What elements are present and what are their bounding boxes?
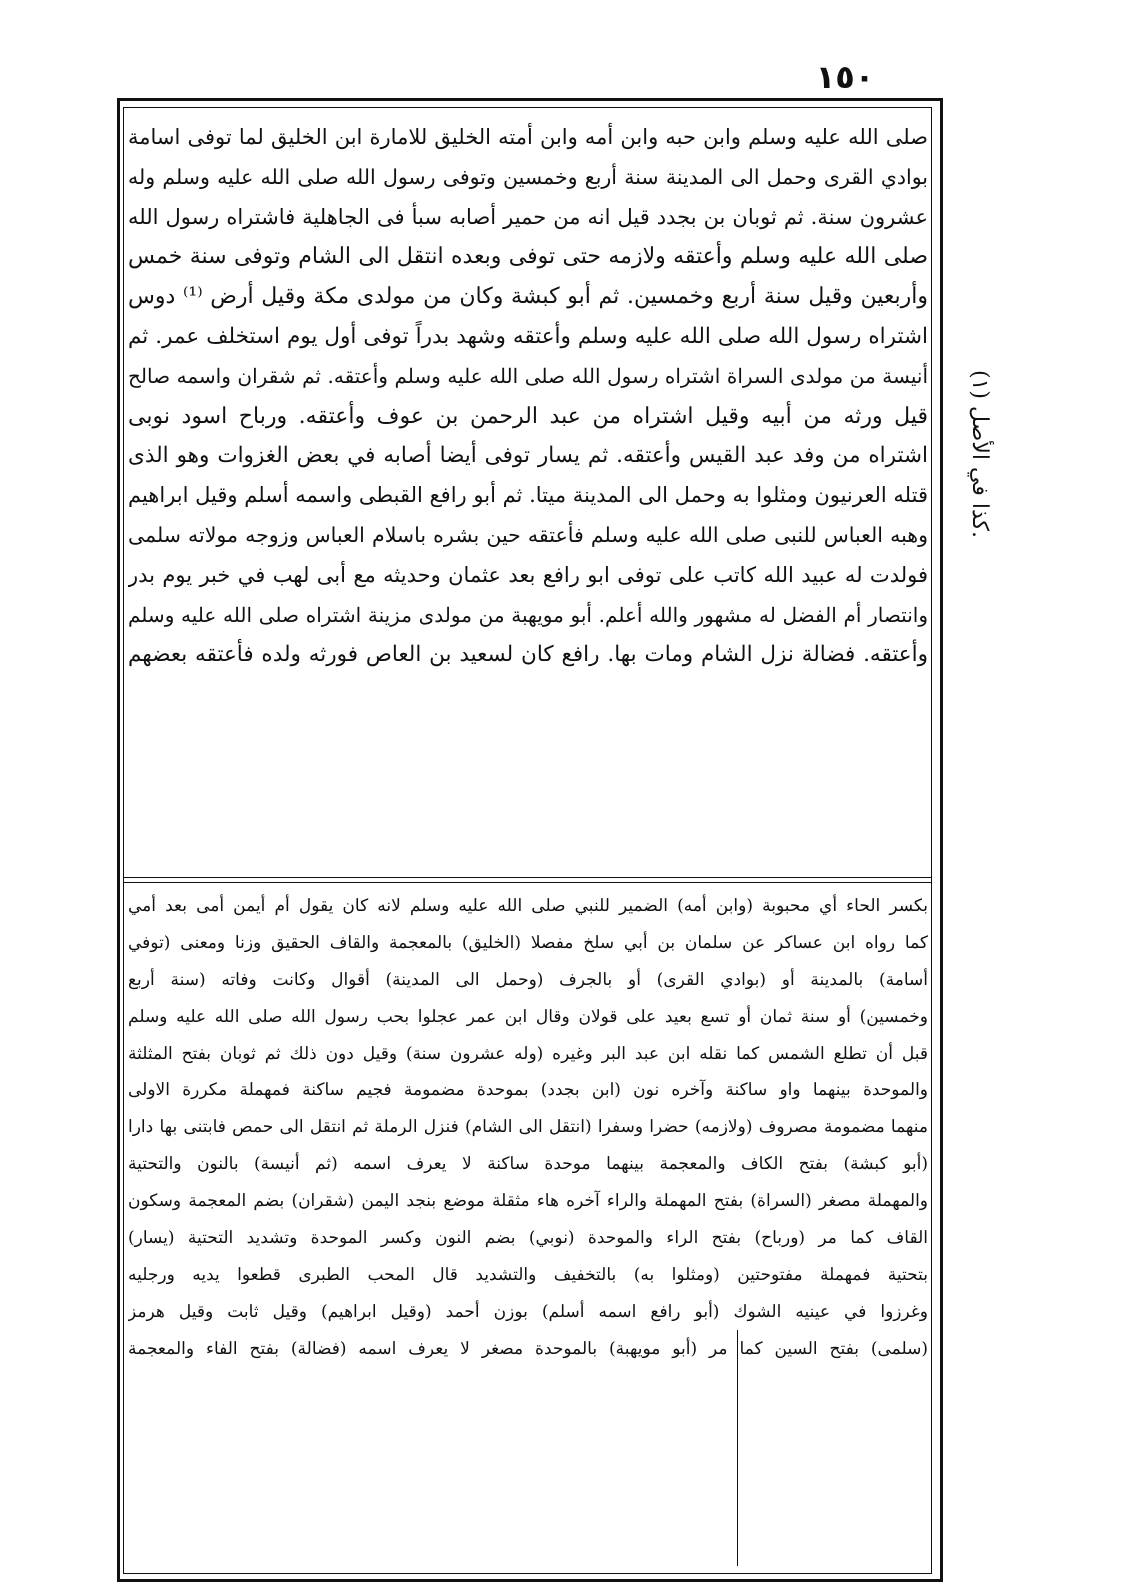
- margin-note: (١) كذا في الأصل.: [967, 370, 992, 538]
- commentary-line: كما رواه ابن عساكر عن سلمان بن أبي سلخ مفصلا (الخليق) بالمعجمة والقاف الحقيق وزنا ومعنى (توفي: [128, 932, 928, 953]
- commentary-line: أسامة) بالمدينة أو (بوادي القرى) أو بالجرف (وحمل الى المدينة) أقوال وكانت وفاته (سنة أربع: [128, 969, 928, 990]
- main-line: عشرون سنة. ثم ثوبان بن بجدد قيل انه من حمير أصابه سبأ فى الجاهلية فاشتراه رسول الله: [128, 204, 928, 229]
- separator-rule: [123, 877, 932, 878]
- main-line: بوادي القرى وحمل الى المدينة سنة أربع وخمسين وتوفى رسول الله صلى الله عليه وسلم وله: [128, 164, 928, 189]
- main-line: اشتراه رسول الله صلى الله عليه وسلم وأعتقه وشهد بدراً توفى أول يوم استخلف عمر. ثم: [128, 323, 928, 349]
- commentary-line: القاف كما مر (ورباح) بفتح الراء والموحدة (نوبي) بضم النون وكسر الموحدة وتشديد التحتية (يسار): [128, 1228, 928, 1249]
- main-line: وأربعين وقيل سنة أربع وخمسين. ثم أبو كبشة وكان من مولدى مكة وقيل أرض ⁽¹⁾ دوس: [128, 284, 928, 310]
- main-line: صلى الله عليه وسلم وأعتقه ولازمه حتى توفى وبعده انتقل الى الشام وتوفى سنة خمس: [128, 244, 928, 270]
- main-line: فولدت له عبيد الله كاتب على توفى ابو رافع بعد عثمان وحديثه مع أبى لهب في خبر يوم بدر: [128, 562, 928, 587]
- commentary-line: (سلمى) بفتح السين كما مر (أبو مويهبة) بالموحدة مصغر لا يعرف اسمه (فضالة) بفتح الفاء والمعجمة: [128, 1338, 928, 1359]
- main-line: أنيسة من مولدى السراة اشتراه رسول الله صلى الله عليه وسلم وأعتقه. ثم شقران واسمه صالح: [128, 363, 928, 388]
- commentary-line: قبل أن تطلع الشمس كما نقله ابن عبد البر وغيره (وله عشرون سنة) وقيل دون ذلك ثم ثوبان بفتح المثلثة: [128, 1043, 928, 1064]
- main-line: وهبه العباس للنبى صلى الله عليه وسلم فأعتقه حين بشره باسلام العباس وزوجه مولاته سلمى: [128, 522, 928, 547]
- commentary-line: والموحدة بينهما واو ساكنة وآخره نون (ابن بجدد) بموحدة مضمومة فجيم ساكنة فمهملة مكررة الاولى: [128, 1080, 928, 1101]
- commentary-text: [128, 888, 928, 1568]
- commentary-line: منهما مضمومة مصروف (ولازمه) حضرا وسفرا (انتقل الى الشام) فنزل الرملة ثم انتقل الى حمص فابتنى بها دارا: [128, 1117, 928, 1138]
- main-line: قتله العرنيون ومثلوا به وحمل الى المدينة ميتا. ثم أبو رافع القبطى واسمه أسلم وقيل ابراهيم: [128, 483, 928, 508]
- main-line: اشتراه من وفد عبد القيس وأعتقه. ثم يسار توفى أيضا أصابه في بعض الغزوات وهو الذى: [128, 443, 928, 469]
- main-line: قيل ورثه من أبيه وقيل اشتراه من عبد الرحمن بن عوف وأعتقه. ورباح اسود نوبى: [128, 403, 928, 429]
- page-number: ١٥٠: [815, 58, 875, 96]
- commentary-line: بتحتية فمهملة مفتوحتين (ومثلوا به) بالتخفيف والتشديد قال المحب الطبرى قطعوا يديه ورجليه: [128, 1264, 928, 1285]
- main-text: [128, 118, 928, 875]
- commentary-line: وغرزوا في عينيه الشوك (أبو رافع اسمه أسلم) بوزن أحمد (وقيل ابراهيم) وقيل ثابت وقيل هرمز: [128, 1301, 928, 1322]
- commentary-line: (أبو كبشة) بفتح الكاف والمعجمة بينهما موحدة ساكنة لا يعرف اسمه (ثم أنيسة) بالنون والتحتية: [128, 1154, 928, 1175]
- commentary-column-divider: [737, 1330, 738, 1566]
- commentary-line: بكسر الحاء أي محبوبة (وابن أمه) الضمير للنبي صلى الله عليه وسلم لانه كان يقول أم أيمن أمى بعد أمي: [128, 896, 928, 916]
- main-line: وأعتقه. فضالة نزل الشام ومات بها. رافع كان لسعيد بن العاص فورثه ولده فأعتقه بعضهم: [128, 642, 928, 668]
- main-line: وانتصار أم الفضل له مشهور والله أعلم. أبو مويهبة من مولدى مزينة اشتراه صلى الله عليه وسلم: [128, 602, 928, 627]
- main-line: صلى الله عليه وسلم وابن حبه وابن أمه وابن أمته الخليق للامارة ابن الخليق لما توفى اسامة: [128, 125, 928, 149]
- commentary-line: والمهملة مصغر (السراة) بفتح المهملة والراء آخره هاء مثقلة موضع بنجد اليمن (شقران) بضم المعجمة وسكون: [128, 1191, 928, 1212]
- commentary-line: وخمسين) أو سنة ثمان أو تسع بعيد على قولان وقال ابن عمر عجلوا بحب رسول الله صلى الله عليه وسلم: [128, 1006, 928, 1027]
- separator-rule: [123, 882, 932, 883]
